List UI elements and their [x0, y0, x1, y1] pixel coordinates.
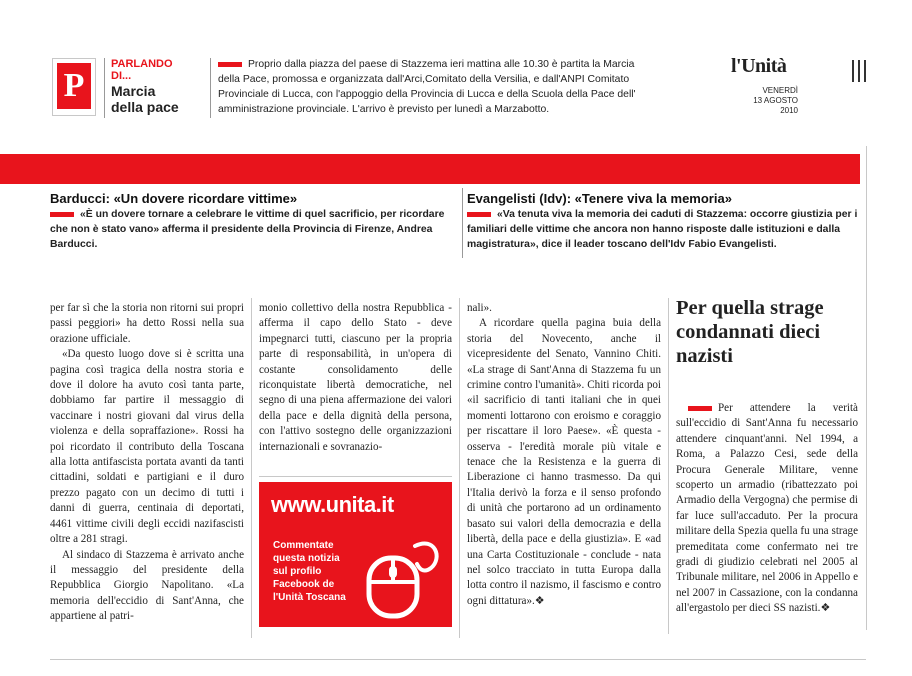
side-article-headline: Per quella strage condannati dieci nazisti — [676, 297, 824, 367]
divider — [462, 188, 463, 258]
article-column-1 — [50, 301, 244, 625]
promo-message: Commentate questa notizia sul profilo Facebook de l'Unità Toscana — [273, 540, 346, 603]
paragraph: Al sindaco di Stazzema è arrivato anche il messaggio del presidente della Repubblica Giorgio Napolitano. «La memoria dell'eccidio di Sant'Anna, che appartiene al patri- — [50, 548, 244, 623]
paragraph: per far sì che la storia non ritorni sui propri passi peggiori» ha detto Rossi nella sua orazione ufficiale. — [50, 302, 244, 345]
paragraph: A ricordare quella pagina buia della storia del Novecento, anche il vicepresidente del Senato, Vannino Chiti. «La strage di Sant'Anna di Stazzema fu un crimine contro l'umanità». Chiti ricorda poi «il sacrificio di tanti italiani che in quei momenti lottarono con eroismo e coraggio per riscattare il loro Paese». «È questa - osserva - l'eredità morale più vitale e tenace che la Resistenza e la guerra di Liberazione ci hanno trasmesso. Da qui l'Italia derivò la forza e il senso profondo di unità che portarono ad un ordinamento basato sui valori della democrazia e della libertà, della pace e della giustizia». E «ad una Carta Costituzionale - conclude - nata nel solco tracciato in tutta Europa dalla lotta contro il nazismo, il fascismo e contro ogni dittatura».❖ — [467, 317, 661, 607]
topic — [111, 83, 201, 115]
divider — [866, 146, 867, 630]
subarticle-evangelisti — [467, 191, 862, 252]
paragraph: «Da questo luogo dove si è scritta una pagina così tragica della nostra storia e dove il dolore ha avuto così tanta parte, dobbiamo far partire il messaggio di vaccinare i nostri giovani dal virus della violenza e della sopraffazione». Rossi ha poi ricordato il contributo della Toscana alla lotta antifascista portata avanti da tanti cittadini, soldati e partigiani e il duro prezzo pagato con un decimo di tutti i danni di guerra, centinaia di deportati, 4461 vittime civili degli eccidi nazifascisti oltre a 281 stragi. — [50, 348, 244, 546]
paragraph: nali». — [467, 302, 492, 314]
red-marker — [218, 62, 242, 67]
facebook-promo-box[interactable] — [259, 482, 452, 627]
kicker — [111, 58, 191, 82]
divider — [104, 58, 105, 118]
column-rule — [459, 298, 460, 638]
divider — [50, 659, 866, 660]
subarticle-title: Evangelisti (Idv): «Tenere viva la memoria» — [467, 191, 732, 206]
parlando-logo — [52, 58, 96, 116]
subarticle-barducci — [50, 191, 460, 252]
subarticle-text: «È un dovere tornare a celebrare le vittime di quel sacrificio, per ricordare che non è stato vano» afferma il presidente della Provincia di Firenze, Andrea Barducci. — [50, 209, 445, 250]
red-marker — [467, 212, 491, 217]
divider — [259, 476, 452, 477]
section-band — [0, 154, 860, 184]
side-article-body — [676, 401, 858, 617]
divider — [210, 58, 211, 118]
subarticle-text: «Va tenuta viva la memoria dei caduti di Stazzema: occorre giustizia per i familiari delle vittime che ancora non hanno risposte dalle istituzioni e dalla magistratura», dice il leader toscano dell'Idv Fabio Evangelisti. — [467, 209, 858, 250]
kicker-line-1: PARLANDO — [111, 58, 173, 70]
topic-line-2: della pace — [111, 99, 179, 115]
kicker-line-2: DI... — [111, 70, 132, 82]
subarticle-title: Barducci: «Un dovere ricordare vittime» — [50, 191, 298, 206]
intro-body: Proprio dalla piazza del paese di Stazzema ieri mattina alle 10.30 è partita la Marcia della Pace, promossa e organizzata dall'Arci,Comitato della Versilia, e dall'ANPI Comitato Provinciale di Lucca, con l'appoggio della Provincia di Lucca e della Scuola della Pace dell' amministrazione provinciale. L'arrivo è previsto per lunedì a Marzabotto. — [218, 59, 636, 115]
column-rule — [668, 298, 669, 634]
logo-letter: P — [57, 63, 91, 109]
column-rule — [251, 298, 252, 638]
article-column-2 — [259, 301, 452, 455]
promo-url[interactable]: www.unita.it — [271, 492, 394, 517]
article-column-3 — [467, 301, 661, 609]
mouse-icon — [355, 528, 447, 620]
red-marker — [688, 406, 712, 411]
red-marker — [50, 212, 74, 217]
date-year: 2010 — [780, 106, 798, 115]
date-date: 13 AGOSTO — [753, 96, 798, 105]
paragraph: monio collettivo della nostra Repubblica - afferma il capo dello Stato - deve impegnarci tutti, ciascuno per la propria parte di responsabilità, in un'opera di costante consolidamento delle riconquistate libertà democratiche, nel segno di una piena affermazione dei valori della pace e della dignità della persona, con l'attivo sostegno delle organizzazioni internazionali e sovranazio- — [259, 302, 452, 453]
masthead: l'Unità — [731, 55, 787, 77]
topic-line-1: Marcia — [111, 83, 156, 99]
date-day: VENERDÌ — [762, 86, 798, 95]
page-marker-icon — [852, 60, 870, 82]
issue-date — [740, 86, 798, 116]
side-article-text: Per attendere la verità sull'eccidio di Sant'Anna fu necessario attendere cinquant'anni. Nel 1994, a Roma, a Palazzo Cesi, sede della Procura Generale Militare, venne scoperto un armadio (ribattezzato poi Armadio della Vergogna) che permise di far luce sull'accaduto. Per la procura militare della Spezia quella fu una strage premeditata come confermato nei tre gradi di giudizio celebrati nel 2005 al Tribunale militare, nel 2006 in Appello e nel 2007 in Cassazione, con la condanna all'ergastolo per dieci SS nazisti.❖ — [676, 402, 858, 615]
intro-text — [218, 57, 656, 117]
